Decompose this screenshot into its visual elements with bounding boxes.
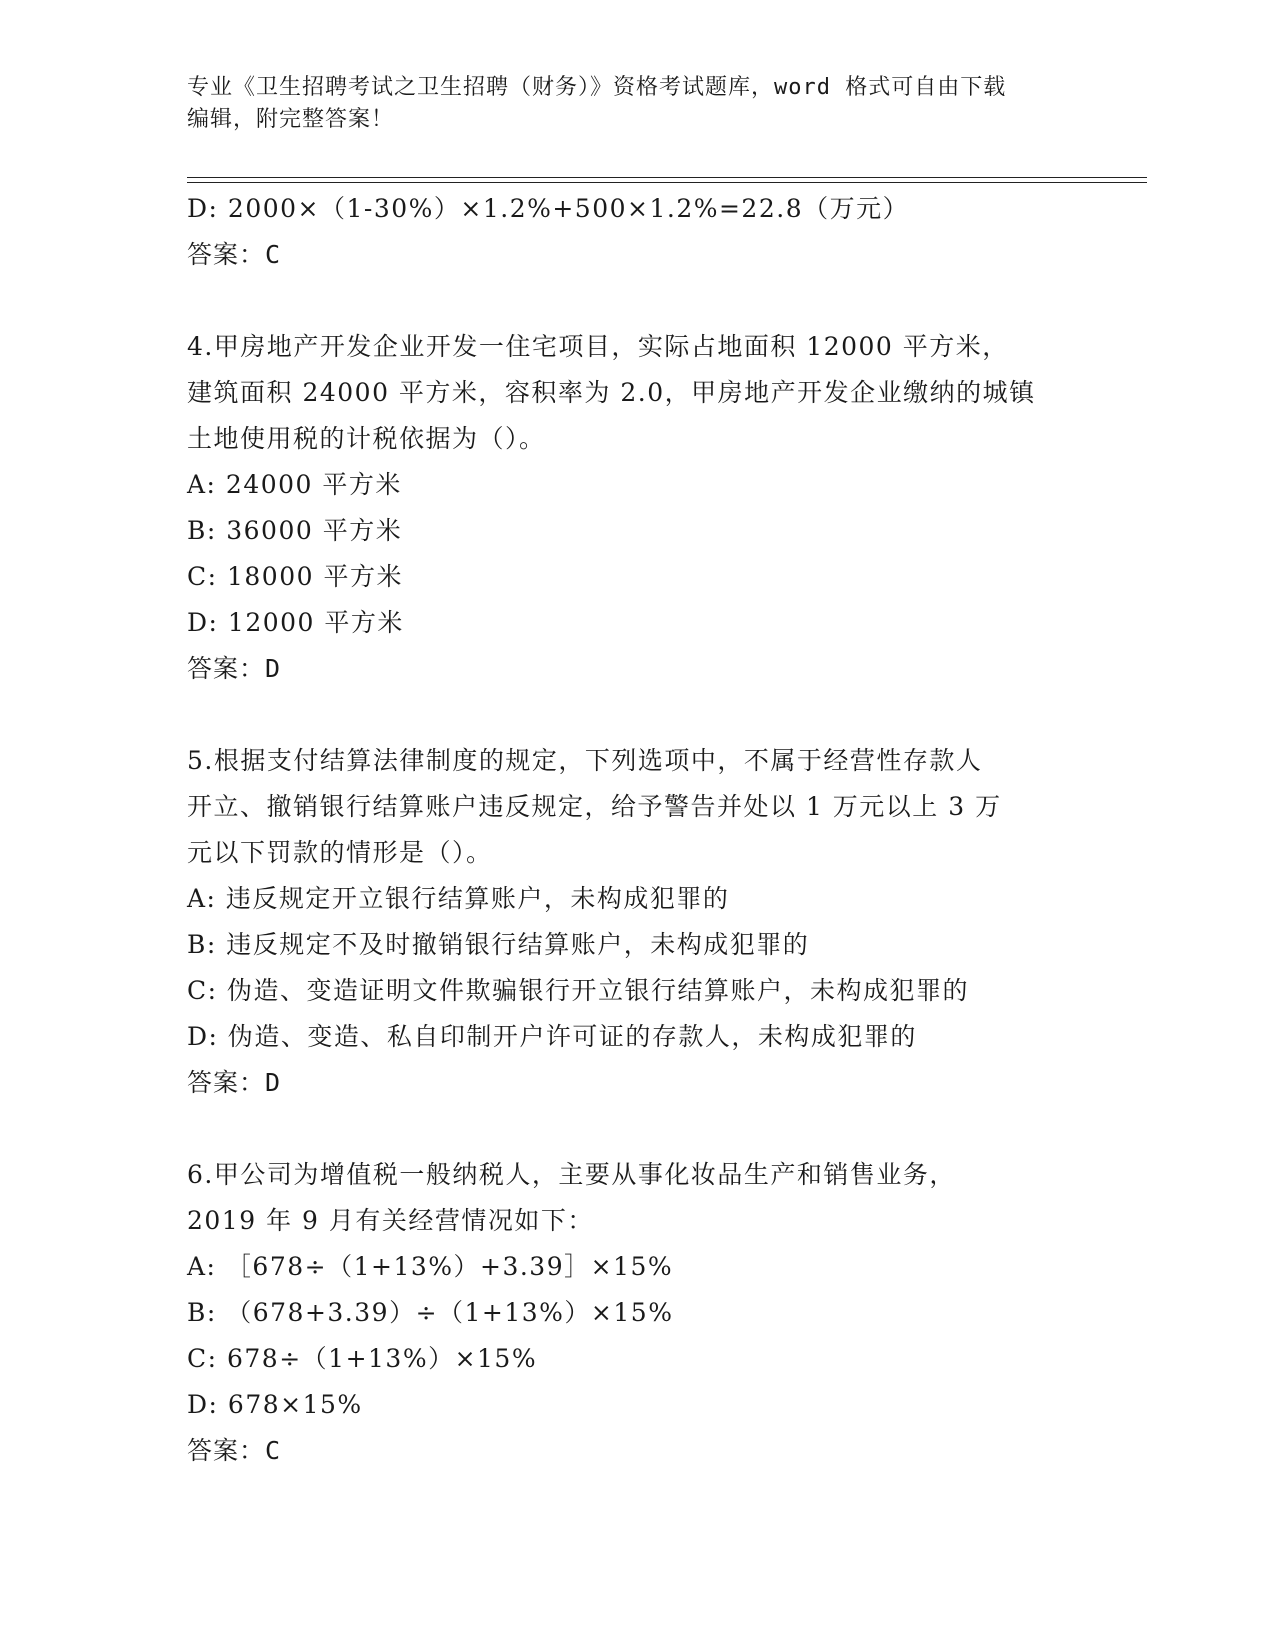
option-a: A: 24000 平方米 bbox=[187, 470, 402, 499]
header-line-2: 编辑，附完整答案！ bbox=[187, 107, 395, 132]
question-3-tail bbox=[187, 186, 1087, 278]
option-c: C: 伪造、变造证明文件欺骗银行开立银行结算账户，未构成犯罪的 bbox=[187, 976, 970, 1005]
document-body bbox=[187, 186, 1087, 1474]
option-b: B: 36000 平方米 bbox=[187, 516, 403, 545]
question-6 bbox=[187, 1152, 1087, 1474]
question-stem-line: 6.甲公司为增值税一般纳税人，主要从事化妆品生产和销售业务， bbox=[187, 1160, 956, 1189]
question-5 bbox=[187, 738, 1087, 1106]
document-header bbox=[187, 72, 1077, 136]
question-4 bbox=[187, 324, 1087, 692]
question-stem-line: 2019 年 9 月有关经营情况如下： bbox=[187, 1206, 594, 1235]
option-d: D: 2000×（1-30%）×1.2%+500×1.2%=22.8（万元） bbox=[187, 194, 910, 223]
option-a: A: ［678÷（1+13%）+3.39］×15% bbox=[187, 1252, 674, 1281]
option-d: D: 678×15% bbox=[187, 1390, 363, 1419]
question-stem-line: 元以下罚款的情形是（）。 bbox=[187, 838, 493, 867]
header-rule-bottom bbox=[187, 182, 1147, 183]
answer: 答案：D bbox=[187, 1068, 282, 1097]
header-rule-top bbox=[187, 177, 1147, 178]
option-a: A: 违反规定开立银行结算账户，未构成犯罪的 bbox=[187, 884, 730, 913]
question-stem-line: 开立、撤销银行结算账户违反规定，给予警告并处以 1 万元以上 3 万 bbox=[187, 792, 1002, 821]
header-line-1: 专业《卫生招聘考试之卫生招聘（财务）》资格考试题库，word 格式可自由下载 bbox=[187, 75, 1007, 100]
question-stem-line: 4.甲房地产开发企业开发一住宅项目，实际占地面积 12000 平方米， bbox=[187, 332, 1009, 361]
spacer bbox=[187, 1106, 1087, 1152]
option-b: B: （678+3.39）÷（1+13%）×15% bbox=[187, 1298, 674, 1327]
spacer bbox=[187, 692, 1087, 738]
question-stem-line: 建筑面积 24000 平方米，容积率为 2.0，甲房地产开发企业缴纳的城镇 bbox=[187, 378, 1036, 407]
answer: 答案：D bbox=[187, 654, 282, 683]
answer: 答案：C bbox=[187, 240, 282, 269]
option-d: D: 伪造、变造、私自印制开户许可证的存款人，未构成犯罪的 bbox=[187, 1022, 917, 1051]
spacer bbox=[187, 278, 1087, 324]
question-stem-line: 土地使用税的计税依据为（）。 bbox=[187, 424, 546, 453]
option-d: D: 12000 平方米 bbox=[187, 608, 404, 637]
option-c: C: 18000 平方米 bbox=[187, 562, 403, 591]
option-b: B: 违反规定不及时撤销银行结算账户，未构成犯罪的 bbox=[187, 930, 810, 959]
answer: 答案：C bbox=[187, 1436, 282, 1465]
option-c: C: 678÷（1+13%）×15% bbox=[187, 1344, 538, 1373]
question-stem-line: 5.根据支付结算法律制度的规定，下列选项中，不属于经营性存款人 bbox=[187, 746, 983, 775]
